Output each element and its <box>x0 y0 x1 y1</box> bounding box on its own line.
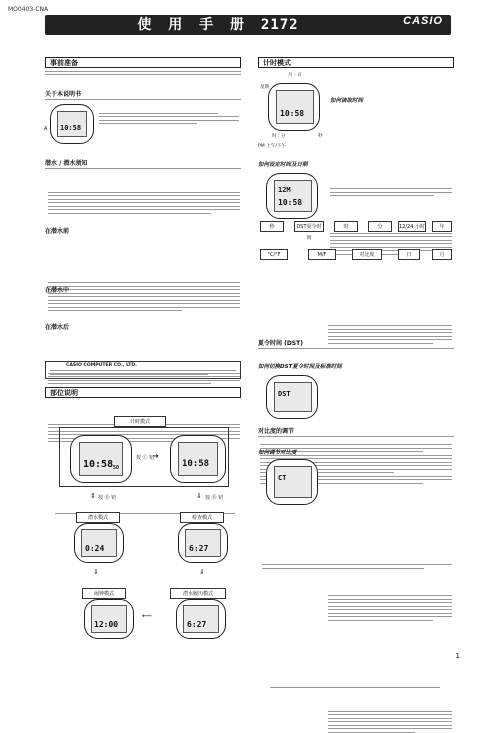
after-diving-heading: 在潜水后 <box>45 323 70 331</box>
arrow-right-icon: ➜ <box>153 451 159 460</box>
label-hour-minute: 时 : 分 <box>272 133 286 139</box>
contrast-adjust-heading: 如何调节对比度 <box>258 449 297 456</box>
lcd-log: 6:27 <box>187 619 207 629</box>
manual-title: 使 用 手 册 <box>137 16 251 33</box>
about-manual-heading: 关于本说明书 <box>45 91 241 100</box>
seq-minute: 分 <box>368 221 392 232</box>
company-name: CASIO COMPUTER CO., LTD. <box>66 362 137 368</box>
watch-log-mode <box>176 599 226 639</box>
watch-timekeeping-main <box>70 435 132 483</box>
watch-check-mode <box>178 523 228 563</box>
mode-label-alarm: 闹钟模式 <box>82 588 126 599</box>
lcd-alarm: 12:00 <box>94 619 119 629</box>
lcd-dst: DST <box>278 389 291 398</box>
arrow-down-icon-2: ⇓ <box>93 567 99 576</box>
contrast-intro <box>270 687 440 688</box>
set-time-heading: 如何设定时间及日期 <box>258 161 308 168</box>
press-c-label: 按 Ⓒ 钮 <box>136 454 155 461</box>
label-second: 秒 <box>318 133 323 139</box>
seq-m-f: M/F <box>308 249 336 260</box>
lcd-time-right: 10:58 <box>280 108 305 118</box>
seq-second: 秒 <box>260 221 284 232</box>
dst-heading: 夏令时间 (DST) <box>258 340 454 349</box>
lcd-setting-time: 10:58 <box>278 197 303 207</box>
watch-alarm-mode <box>84 599 134 639</box>
contrast-steps <box>328 711 452 733</box>
watch-setting <box>266 173 318 219</box>
watch-dive-mode <box>74 523 124 563</box>
section-heading-preparation: 事前准备 <box>45 57 241 68</box>
watch-timekeeping-alt <box>170 435 226 483</box>
watch-contrast <box>266 459 318 505</box>
dst-toggle-heading: 如何切换DST夏令时间及标准时间 <box>258 363 342 370</box>
section-heading-timekeeping: 计时模式 <box>258 57 454 68</box>
intro-paragraph <box>45 71 241 76</box>
mode-label-timekeeping: 计时模式 <box>114 416 166 427</box>
company-notice-box <box>45 361 241 379</box>
label-weekday: 星期 <box>260 84 270 90</box>
diving-notes-text <box>48 192 240 214</box>
read-time-heading: 如何读取时间 <box>330 97 364 104</box>
diving-notes-heading: 潜水 / 潜水须知 <box>45 160 241 169</box>
watch-timekeeping-right <box>268 83 320 131</box>
seq-year: 年 <box>432 221 452 232</box>
lcd-time-about: 10:58 <box>60 123 82 132</box>
before-diving-heading: 在潜水前 <box>45 227 70 235</box>
arrow-down-icon-3: ⇓ <box>199 567 205 576</box>
seq-contrast: 对比度 <box>352 249 382 260</box>
button-a-label: A <box>44 125 48 132</box>
model-number: 2172 <box>260 16 299 33</box>
watch-dst <box>266 375 318 419</box>
seq-day: 日 <box>398 249 420 260</box>
contrast-heading: 对比度的调节 <box>258 428 454 437</box>
lcd-check: 6:27 <box>189 543 209 553</box>
lcd-setting-12m: 12M <box>278 185 291 194</box>
dst-intro <box>262 564 452 569</box>
seq-month: 月 <box>432 249 452 260</box>
lcd-dive: 0:24 <box>85 543 105 553</box>
arrow-left-icon: ⟵ <box>142 611 153 620</box>
mode-label-dive-log: 潜水履历模式 <box>170 588 226 599</box>
page-number: 1 <box>455 651 460 660</box>
seq-temp-unit: °C/°F <box>260 249 288 260</box>
lcd-contrast: CT <box>278 473 287 482</box>
setting-sequence-diagram <box>260 221 452 271</box>
label-month-day: 月 - 日 <box>288 72 302 78</box>
watch-illustration-about <box>50 104 94 144</box>
mode-label-dive: 潜水模式 <box>76 512 120 523</box>
lcd-seconds-main: 50 <box>113 464 120 471</box>
during-diving-heading: 在潜水中 <box>45 286 70 294</box>
press-b-label-right: 按 Ⓑ 钮 <box>205 494 224 501</box>
seq-dst: DST夏令时间 <box>294 221 324 232</box>
seq-hour: 时 <box>334 221 358 232</box>
arrow-up-down-icon: ⇕ <box>90 491 96 500</box>
seq-12-24: 12/24 小时 <box>398 221 426 232</box>
about-bullets <box>99 113 239 125</box>
lcd-time-alt: 10:58 <box>182 458 210 469</box>
lcd-time-main: 10:58 <box>83 458 114 470</box>
timekeeping-intro <box>330 188 452 196</box>
title-bar <box>45 15 451 35</box>
casio-logo: CASIO <box>403 14 443 27</box>
dst-steps <box>328 595 452 621</box>
arrow-down-icon: ⇓ <box>196 491 202 500</box>
label-pm: PM 上午/下午 <box>258 143 287 149</box>
press-b-label-left: 按 Ⓑ 钮 <box>98 494 117 501</box>
mode-label-check: 检查模式 <box>180 512 224 523</box>
section-heading-parts: 部位说明 <box>45 387 241 398</box>
document-code: MO0403-CNA <box>8 5 49 13</box>
